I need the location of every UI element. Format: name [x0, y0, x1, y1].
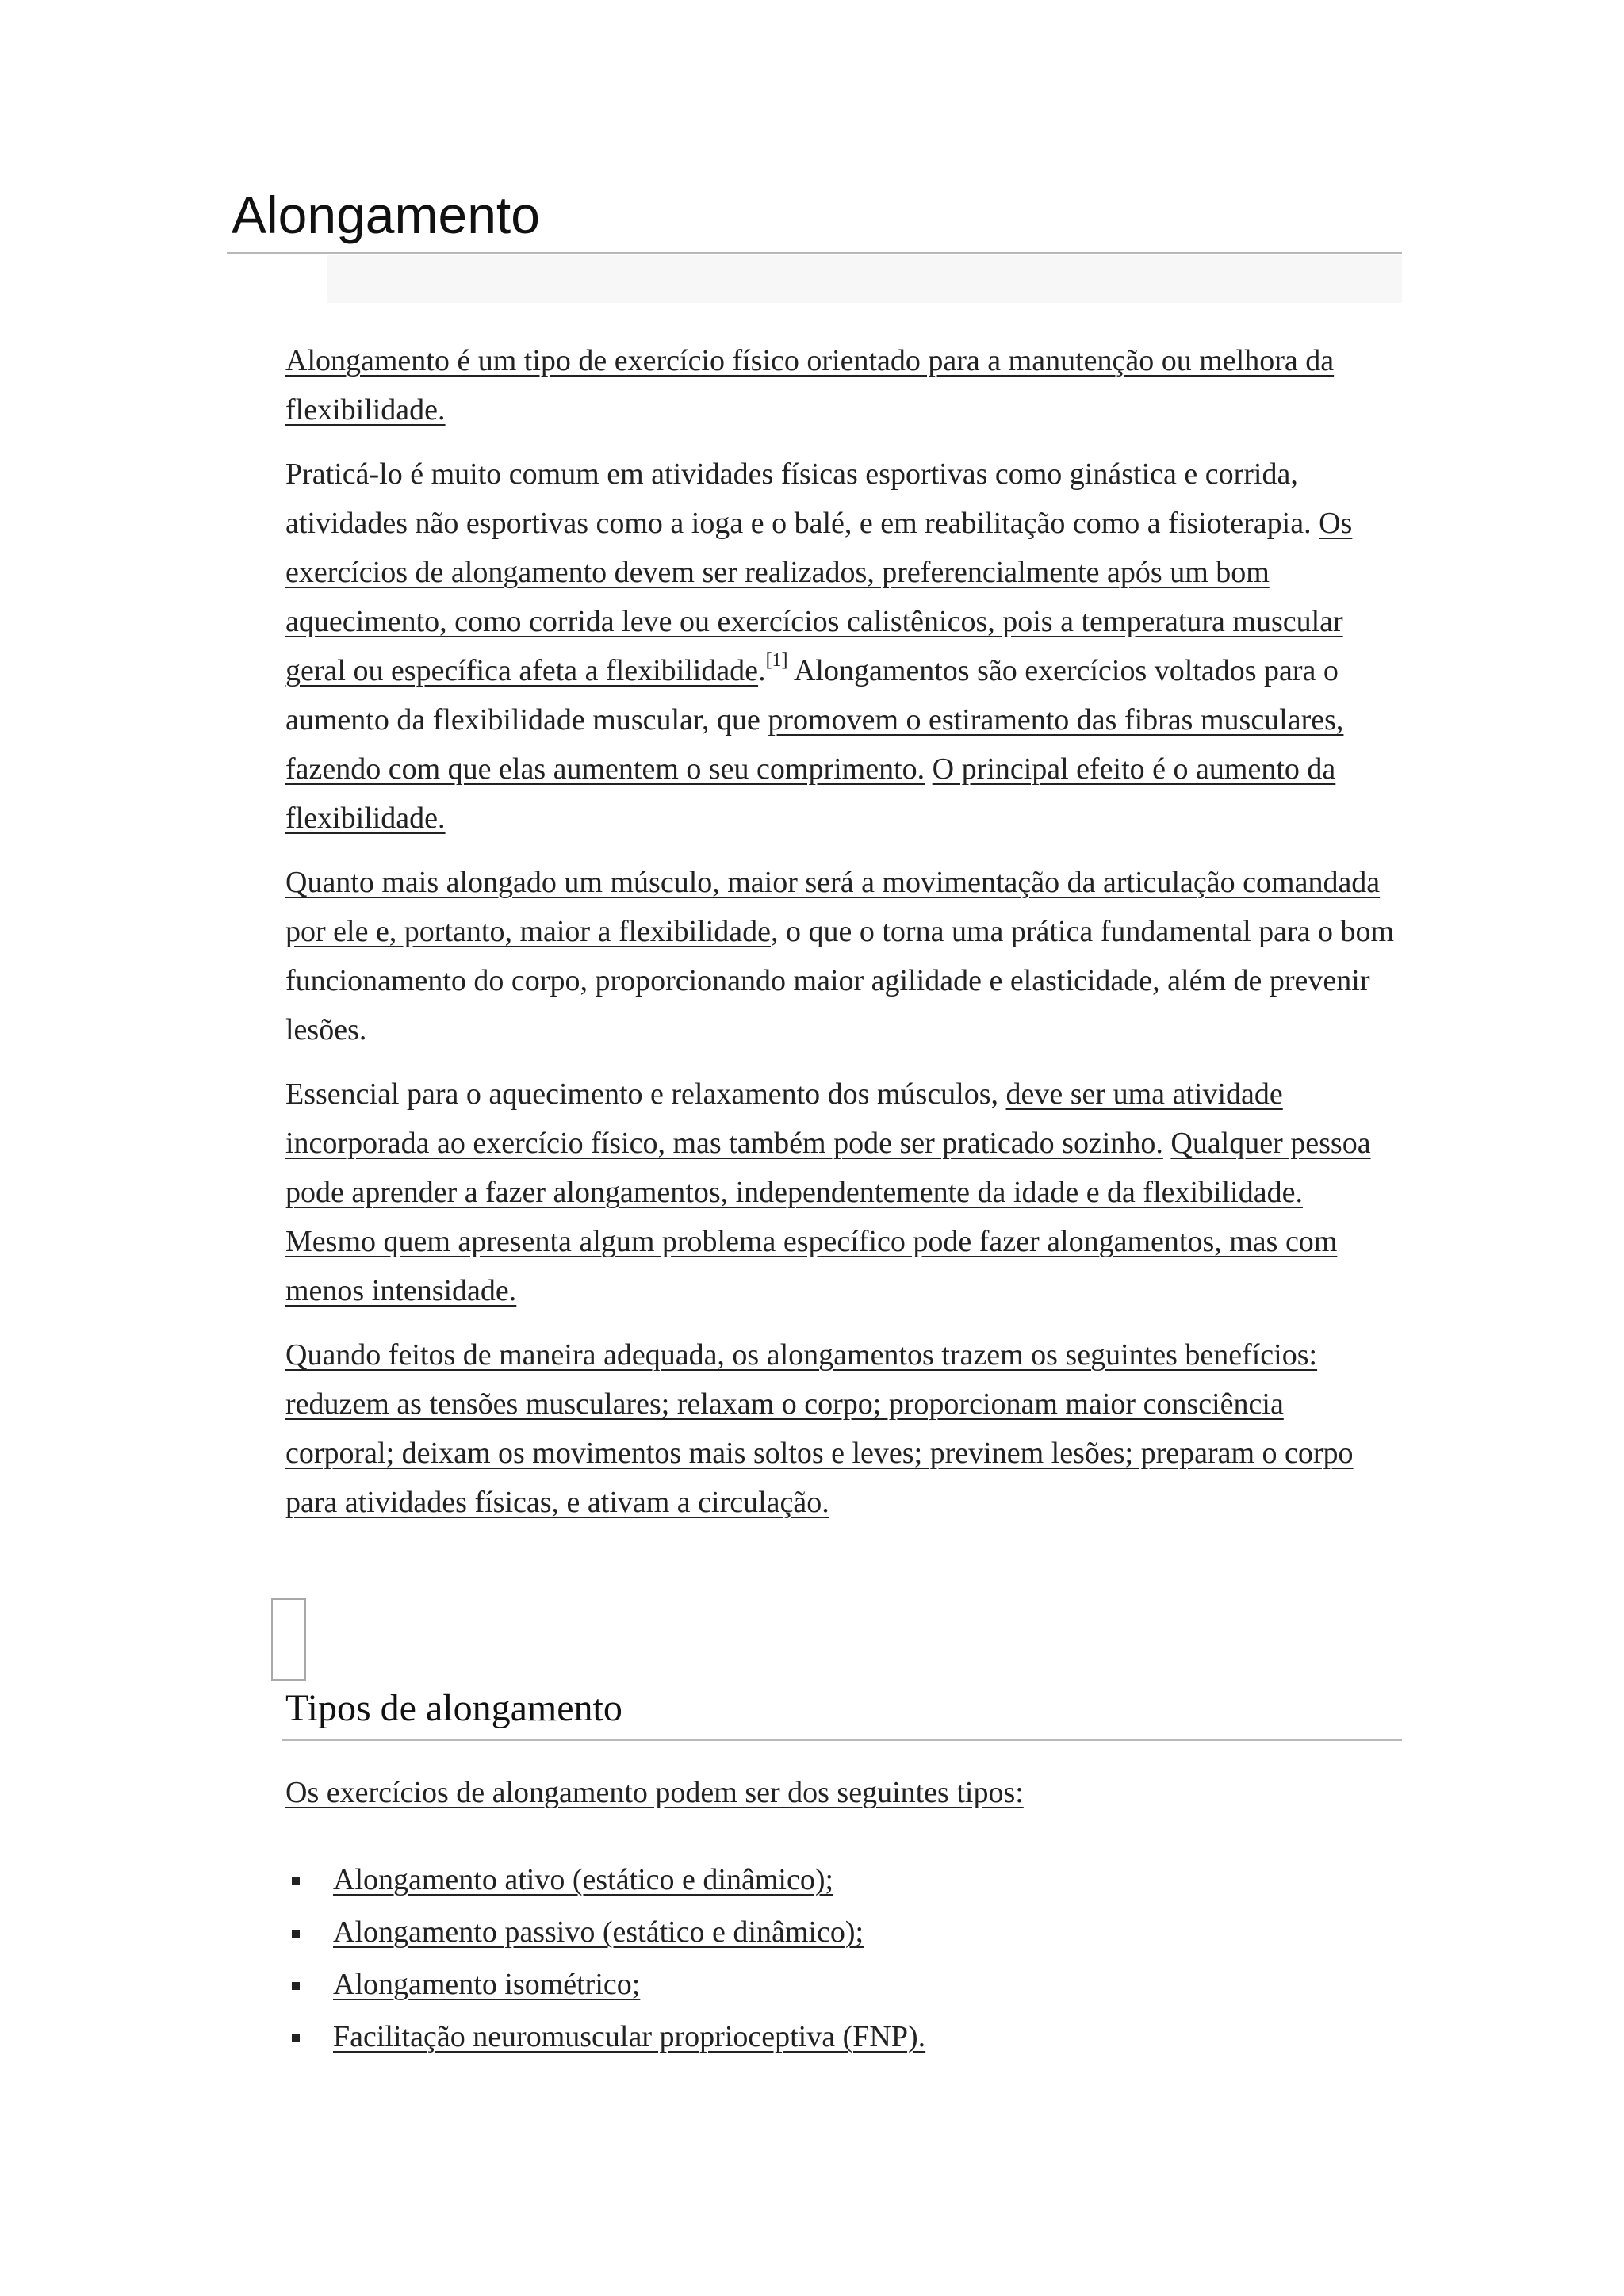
main-effect-text: O principal efeito é o aumento da flexibilidade.	[285, 752, 1336, 835]
reference-link[interactable]: [1]	[765, 650, 788, 671]
practice-text: Praticá-lo é muito comum em atividades físicas esportivas como ginástica e corrida, atividades não esportivas como a ioga e o balé, e em reabilitação como a fisioterapia.	[285, 457, 1320, 540]
list-item: Alongamento ativo (estático e dinâmico);	[285, 1855, 925, 1908]
bullet-icon	[292, 1930, 300, 1938]
fibers-text: promovem o estiramento das fibras musculares, fazendo com que elas aumentem o seu comprimento.	[285, 703, 1344, 786]
benefits-text: Quando feitos de maneira adequada, os alongamentos trazem os seguintes benefícios: reduzem as tensões musculares; relaxam o corpo; proporcionam maior consciência corporal; deixam os movimentos mais soltos e leves; previnem lesões; preparam o corpo para atividades físicas, e ativam a circulação.	[285, 1338, 1354, 1519]
practice-paragraph	[285, 450, 1396, 843]
section-heading-types: Tipos de alongamento	[285, 1687, 622, 1729]
intro-text: Alongamento é um tipo de exercício físico orientado para a manutenção ou melhora da flexibilidade.	[285, 344, 1335, 427]
list-item: Facilitação neuromuscular proprioceptiva (FNP).	[285, 2012, 925, 2064]
incorporated-text: deve ser uma atividade incorporada ao exercício físico, mas também pode ser praticado sozinho.	[285, 1077, 1283, 1160]
title-divider	[227, 252, 1402, 254]
essential-text: Essencial para o aquecimento e relaxamento dos músculos,	[285, 1077, 1006, 1111]
types-list	[285, 1855, 925, 2064]
articulation-text: Quanto mais alongado um músculo, maior será a movimentação da articulação comandada por ele e, portanto, maior a flexibilidade	[285, 866, 1381, 948]
warmup-text: Os exercícios de alongamento devem ser realizados, preferencialmente após um bom aquecimento, como corrida leve ou exercícios calistênicos, pois a temperatura muscular geral ou específica afeta a flexibilidade	[285, 507, 1353, 687]
flexibility-text: Alongamentos são exercícios voltados para o aumento da flexibilidade muscular, que	[285, 654, 1339, 737]
section-divider	[282, 1739, 1402, 1741]
bullet-icon	[292, 2034, 300, 2042]
page-title: Alongamento	[232, 186, 540, 244]
benefits-paragraph	[285, 1330, 1396, 1527]
intro-paragraph	[285, 336, 1396, 434]
period: .	[758, 654, 766, 687]
list-item: Alongamento isométrico;	[285, 1960, 925, 2012]
benefit-text: , o que o torna uma prática fundamental para o bom funcionamento do corpo, proporcionando maior agilidade e elasticidade, além de prevenir lesões.	[285, 915, 1395, 1047]
anyone-text: Qualquer pessoa pode aprender a fazer alongamentos, independentemente da idade e da flexibilidade.	[285, 1127, 1371, 1209]
article-body	[285, 336, 1396, 1542]
intensity-text: Mesmo quem apresenta algum problema específico pode fazer alongamentos, mas com menos intensidade.	[285, 1225, 1338, 1307]
bullet-icon	[292, 1982, 300, 1990]
infobox-placeholder	[327, 255, 1402, 303]
types-intro: Os exercícios de alongamento podem ser dos seguintes tipos:	[285, 1776, 1024, 1809]
list-item: Alongamento passivo (estático e dinâmico);	[285, 1908, 925, 1960]
bullet-icon	[292, 1877, 300, 1885]
essential-paragraph	[285, 1070, 1396, 1315]
muscle-paragraph	[285, 858, 1396, 1054]
image-placeholder	[271, 1598, 306, 1681]
